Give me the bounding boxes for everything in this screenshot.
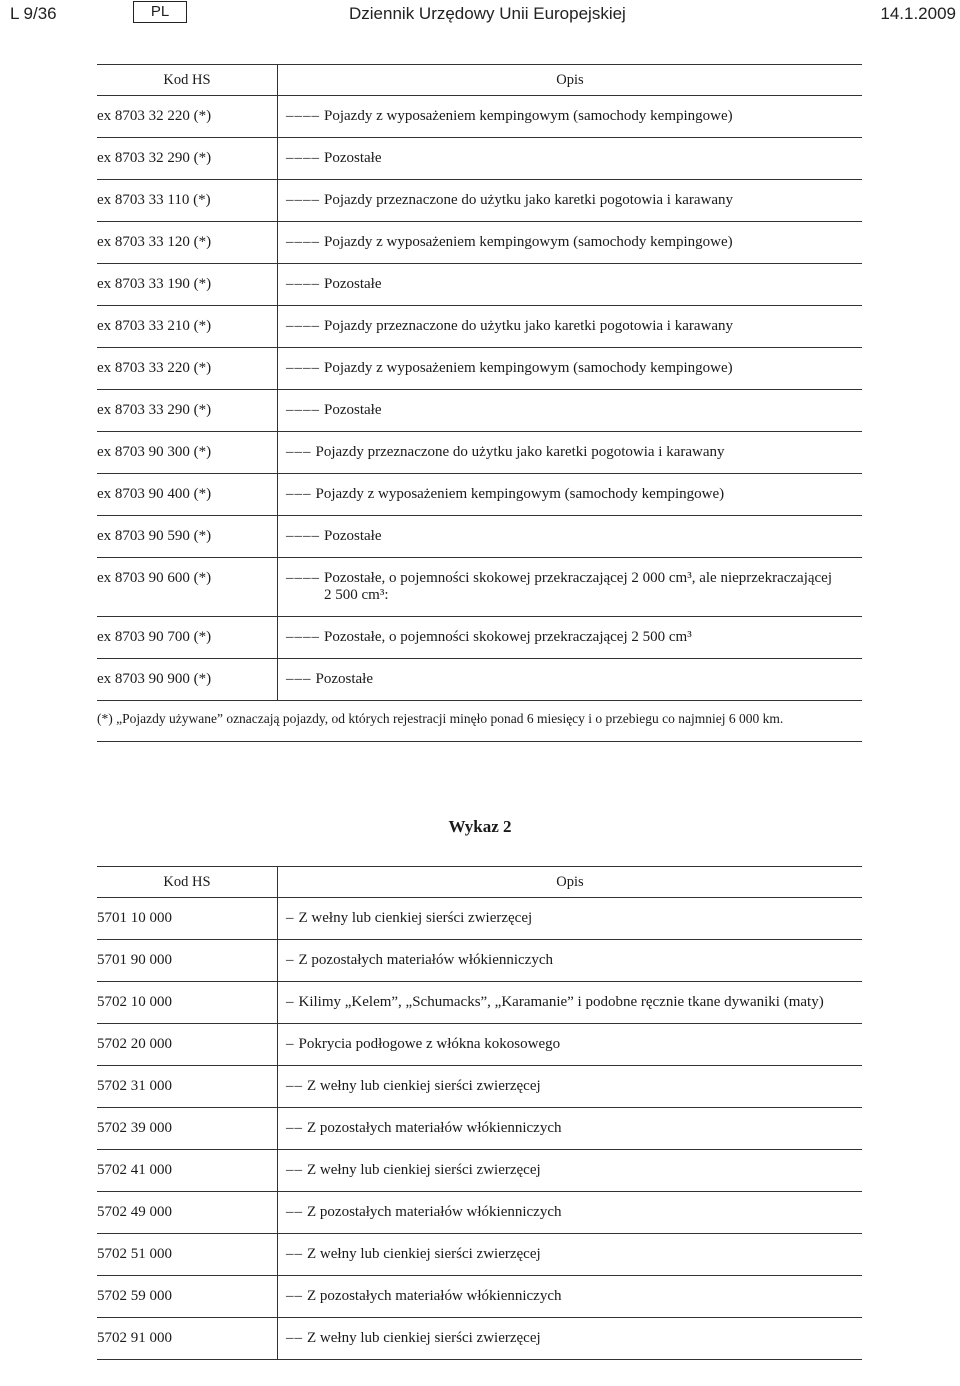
description-cell	[278, 96, 863, 138]
table-row	[97, 96, 862, 138]
section-title: Wykaz 2	[448, 817, 512, 836]
description-text: Pozostałe	[324, 276, 382, 292]
table-row	[97, 138, 862, 180]
description-cell	[278, 138, 863, 180]
table-row	[97, 940, 862, 982]
hs-code-cell: ex 8703 33 110 (*)	[97, 180, 278, 222]
description-text: Z wełny lub cienkiej sierści zwierzęcej	[307, 1162, 541, 1178]
hs-code-cell: 5702 41 000	[97, 1150, 278, 1192]
description-text: Pozostałe, o pojemności skokowej przekraczającej 2 000 cm³, ale nieprzekraczającej	[324, 570, 833, 586]
hs-code-cell: 5702 59 000	[97, 1276, 278, 1318]
description-cell	[278, 1108, 863, 1150]
indent-dash: –––	[286, 486, 312, 502]
hs-code-cell: ex 8703 90 590 (*)	[97, 516, 278, 558]
description-cell	[278, 1276, 863, 1318]
indent-dash: ––––	[286, 276, 320, 292]
description-cell	[278, 432, 863, 474]
hs-code-cell: ex 8703 32 220 (*)	[97, 96, 278, 138]
hs-code-cell: 5702 20 000	[97, 1024, 278, 1066]
table-row	[97, 516, 862, 558]
hs-code-cell: 5702 10 000	[97, 982, 278, 1024]
hs-code-cell: ex 8703 33 210 (*)	[97, 306, 278, 348]
table-header-row	[97, 65, 862, 96]
hs-code-cell: 5701 90 000	[97, 940, 278, 982]
indent-dash: ––––	[286, 570, 320, 586]
description-text: Z wełny lub cienkiej sierści zwierzęcej	[307, 1078, 541, 1094]
table-row	[97, 306, 862, 348]
description-text: Z pozostałych materiałów włókienniczych	[307, 1120, 562, 1136]
description-text: Pozostałe	[315, 671, 373, 687]
table-row	[97, 659, 862, 701]
description-cell	[278, 474, 863, 516]
table-row	[97, 1276, 862, 1318]
table-row	[97, 617, 862, 659]
description-text: Pojazdy z wyposażeniem kempingowym (samochody kempingowe)	[324, 108, 733, 124]
hs-code-cell: ex 8703 33 220 (*)	[97, 348, 278, 390]
description-cell	[278, 982, 863, 1024]
description-cell	[278, 1024, 863, 1066]
indent-dash: ––	[286, 1288, 303, 1304]
indent-dash: ––––	[286, 192, 320, 208]
description-text: Pojazdy z wyposażeniem kempingowym (samochody kempingowe)	[324, 234, 733, 250]
indent-dash: –	[286, 994, 295, 1010]
description-text: Z wełny lub cienkiej sierści zwierzęcej	[307, 1330, 541, 1346]
description-text: Z wełny lub cienkiej sierści zwierzęcej	[298, 910, 533, 926]
description-cell	[278, 1234, 863, 1276]
table-row	[97, 264, 862, 306]
description-text: Z pozostałych materiałów włókienniczych	[307, 1288, 562, 1304]
description-text: Pojazdy z wyposażeniem kempingowym (samochody kempingowe)	[315, 486, 725, 502]
hs-code-cell: ex 8703 32 290 (*)	[97, 138, 278, 180]
hs-code-cell: 5702 39 000	[97, 1108, 278, 1150]
hs-code-table-1	[97, 64, 862, 742]
language-badge: PL	[133, 1, 187, 23]
column-header-code: Kod HS	[97, 867, 278, 898]
table-row	[97, 474, 862, 516]
description-text: Pojazdy przeznaczone do użytku jako karetki pogotowia i karawany	[324, 318, 734, 334]
description-cell	[278, 516, 863, 558]
hs-code-cell: ex 8703 90 300 (*)	[97, 432, 278, 474]
description-cell	[278, 222, 863, 264]
hs-code-cell: ex 8703 33 190 (*)	[97, 264, 278, 306]
table-row	[97, 1192, 862, 1234]
table-row	[97, 982, 862, 1024]
description-cell	[278, 617, 863, 659]
footnote-row	[97, 701, 862, 742]
hs-code-cell: 5702 51 000	[97, 1234, 278, 1276]
description-continuation: 2 500 cm³:	[324, 587, 389, 603]
description-text: Pozostałe	[324, 150, 382, 166]
description-cell	[278, 1066, 863, 1108]
page-number: L 9/36	[10, 4, 57, 23]
hs-code-cell: 5702 31 000	[97, 1066, 278, 1108]
table-row	[97, 1234, 862, 1276]
description-cell	[278, 180, 863, 222]
description-cell	[278, 1150, 863, 1192]
description-text: Z pozostałych materiałów włókienniczych	[298, 952, 553, 968]
hs-code-cell: ex 8703 90 700 (*)	[97, 617, 278, 659]
hs-code-cell: ex 8703 90 600 (*)	[97, 558, 278, 617]
table-row	[97, 1318, 862, 1360]
hs-code-cell: 5702 49 000	[97, 1192, 278, 1234]
indent-dash: ––––	[286, 108, 320, 124]
description-cell	[278, 659, 863, 701]
indent-dash: ––	[286, 1162, 303, 1178]
description-text: Pojazdy z wyposażeniem kempingowym (samochody kempingowe)	[324, 360, 733, 376]
indent-dash: ––––	[286, 318, 320, 334]
hs-code-table-2	[97, 866, 862, 1360]
description-text: Kilimy „Kelem”, „Schumacks”, „Karamanie” i podobne ręcznie tkane dywaniki (maty)	[298, 994, 824, 1010]
indent-dash: –	[286, 1036, 295, 1052]
hs-code-cell: ex 8703 33 120 (*)	[97, 222, 278, 264]
column-header-code: Kod HS	[97, 65, 278, 96]
table-row	[97, 390, 862, 432]
publication-date: 14.1.2009	[880, 4, 956, 23]
description-cell	[278, 940, 863, 982]
column-header-description: Opis	[278, 65, 863, 96]
description-cell	[278, 1192, 863, 1234]
description-text: Pozostałe	[324, 402, 382, 418]
hs-code-cell: ex 8703 90 900 (*)	[97, 659, 278, 701]
indent-dash: ––	[286, 1078, 303, 1094]
page-header	[0, 0, 960, 28]
indent-dash: –	[286, 910, 295, 926]
table-row	[97, 898, 862, 940]
hs-code-cell: 5702 91 000	[97, 1318, 278, 1360]
table-row	[97, 1066, 862, 1108]
indent-dash: ––––	[286, 234, 320, 250]
description-text: Z pozostałych materiałów włókienniczych	[307, 1204, 562, 1220]
hs-code-cell: 5701 10 000	[97, 898, 278, 940]
footnote: (*) „Pojazdy używane” oznaczają pojazdy, od których rejestracji minęło ponad 6 miesięcy i o przebiegu co najmniej 6 000 km.	[97, 701, 862, 742]
table-header-row	[97, 867, 862, 898]
table-row	[97, 348, 862, 390]
column-header-description: Opis	[278, 867, 863, 898]
table-row	[97, 222, 862, 264]
indent-dash: –––	[286, 444, 312, 460]
indent-dash: ––––	[286, 528, 320, 544]
indent-dash: ––––	[286, 150, 320, 166]
description-cell	[278, 1318, 863, 1360]
description-cell	[278, 390, 863, 432]
indent-dash: –––	[286, 671, 312, 687]
indent-dash: –	[286, 952, 295, 968]
description-text: Pojazdy przeznaczone do użytku jako karetki pogotowia i karawany	[315, 444, 725, 460]
indent-dash: ––	[286, 1204, 303, 1220]
indent-dash: ––––	[286, 360, 320, 376]
description-cell	[278, 898, 863, 940]
description-cell	[278, 348, 863, 390]
description-text: Pokrycia podłogowe z włókna kokosowego	[298, 1036, 561, 1052]
description-cell	[278, 264, 863, 306]
description-cell	[278, 558, 863, 617]
description-text: Z wełny lub cienkiej sierści zwierzęcej	[307, 1246, 541, 1262]
description-text: Pozostałe, o pojemności skokowej przekraczającej 2 500 cm³	[324, 629, 692, 645]
table-row	[97, 432, 862, 474]
indent-dash: ––	[286, 1246, 303, 1262]
table-row	[97, 1150, 862, 1192]
indent-dash: ––	[286, 1120, 303, 1136]
table-row	[97, 1108, 862, 1150]
table-row	[97, 558, 862, 617]
description-text: Pojazdy przeznaczone do użytku jako karetki pogotowia i karawany	[324, 192, 734, 208]
description-cell	[278, 306, 863, 348]
table-row	[97, 180, 862, 222]
indent-dash: ––––	[286, 629, 320, 645]
indent-dash: ––––	[286, 402, 320, 418]
hs-code-cell: ex 8703 90 400 (*)	[97, 474, 278, 516]
indent-dash: ––	[286, 1330, 303, 1346]
table-row	[97, 1024, 862, 1066]
description-text: Pozostałe	[324, 528, 382, 544]
hs-code-cell: ex 8703 33 290 (*)	[97, 390, 278, 432]
journal-title: Dziennik Urzędowy Unii Europejskiej	[349, 4, 626, 23]
